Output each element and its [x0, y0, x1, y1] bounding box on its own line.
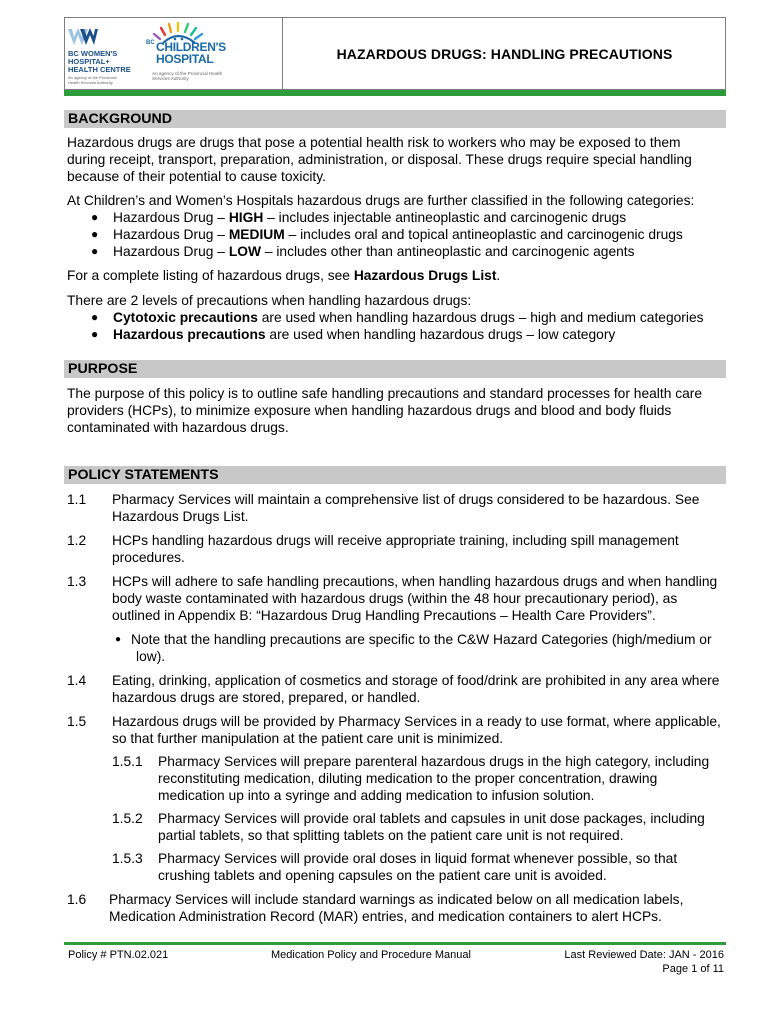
- section-heading-policy-statements: POLICY STATEMENTS: [64, 466, 726, 484]
- footer-page-number: Page 1 of 11: [662, 963, 724, 975]
- bc-childrens-logo-text: CHILDREN'S HOSPITAL: [156, 40, 226, 66]
- statement-1-5-line-1: Hazardous drugs will be provided by Pharmacy Services in a ready to use format, where applicable,: [112, 714, 721, 729]
- background-para-2: At Children’s and Women’s Hospitals hazardous drugs are further classified in the following categories:: [67, 193, 695, 208]
- bullet-icon: ●: [115, 634, 122, 645]
- background-para-1-line-3: because of their potential to cause toxicity.: [67, 169, 326, 184]
- category-low: Hazardous Drug – LOW – includes other than antineoplastic and carcinogenic agents: [113, 244, 635, 259]
- footer-policy-number: Policy # PTN.02.021: [68, 949, 169, 961]
- header-green-bar: [64, 90, 726, 96]
- bc-womens-logo-icon: [68, 27, 98, 47]
- bullet-icon: ●: [91, 310, 99, 324]
- hazardous-drugs-list-link[interactable]: Hazardous Drugs List: [353, 268, 497, 283]
- bullet-icon: ●: [91, 227, 99, 241]
- statement-1-5-line-2: so that further manipulation at the patient care unit is minimized.: [112, 731, 504, 746]
- footer-manual-title: Medication Policy and Procedure Manual: [271, 949, 471, 961]
- background-para-4: There are 2 levels of precautions when handling hazardous drugs:: [67, 293, 472, 308]
- bc-childrens-logo-tagline: An agency of the Provincial Health Services Authority: [152, 71, 223, 82]
- statement-number: 1.5: [67, 714, 87, 729]
- statement-number: 1.4: [67, 673, 87, 688]
- statement-number: 1.6: [67, 892, 87, 907]
- bullet-icon: ●: [91, 210, 99, 224]
- statement-1-3-line-3: outlined in Appendix B: “Hazardous Drug Handling Precautions – Health Care Providers”.: [112, 608, 656, 623]
- statement-1-6-line-1: Pharmacy Services will include standard warnings as indicated below on all medication labels,: [109, 892, 684, 907]
- statement-1-5-2-line-2: partial tablets, so that splitting tablets on the patient care unit is not required.: [158, 828, 624, 843]
- statement-1-1-line-1: Pharmacy Services will maintain a comprehensive list of drugs considered to be hazardous. See: [112, 492, 700, 507]
- statement-1-5-2-line-1: Pharmacy Services will provide oral tablets and capsules in unit dose packages, including: [158, 811, 705, 826]
- statement-1-1-line-2: Hazardous Drugs List.: [112, 509, 249, 524]
- statement-1-3-line-1: HCPs will adhere to safe handling precautions, when handling hazardous drugs and when handling: [112, 574, 718, 589]
- background-para-3: For a complete listing of hazardous drugs, see Hazardous Drugs List.: [67, 268, 501, 283]
- statement-1-3-note-line-1: Note that the handling precautions are specific to the C&W Hazard Categories (high/medium or: [131, 632, 712, 647]
- category-high: Hazardous Drug – HIGH – includes injectable antineoplastic and carcinogenic drugs: [113, 210, 627, 225]
- statement-number: 1.5.3: [112, 851, 143, 866]
- statement-number: 1.3: [67, 574, 87, 589]
- footer-last-reviewed: Last Reviewed Date: JAN - 2016: [564, 949, 724, 961]
- bc-womens-logo-text: BC WOMEN'S HOSPITAL+ HEALTH CENTRE: [68, 49, 131, 74]
- bullet-icon: ●: [91, 327, 99, 341]
- statement-1-3-line-2: body waste contaminated with hazardous drugs (within the 48 hour precautionary period), as: [112, 591, 678, 606]
- statement-1-5-1-line-2: reconstituting medication, diluting medication to the proper concentration, drawing: [158, 771, 658, 786]
- background-para-1-line-2: during receipt, transport, preparation, administration, or disposal. These drugs require special handling: [67, 152, 692, 167]
- bc-womens-logo-tagline: An agency of the Provincial Health Services Authority: [68, 75, 117, 85]
- statement-number: 1.1: [67, 492, 87, 507]
- statement-number: 1.5.2: [112, 811, 143, 826]
- bc-childrens-logo-prefix: BC: [146, 40, 155, 46]
- statement-1-5-3-line-2: crushing tablets and opening capsules on the patient care unit is avoided.: [158, 868, 607, 883]
- statement-number: 1.5.1: [112, 754, 143, 769]
- statement-1-5-1-line-3: medication up into a syringe and adding medication to infusion solution.: [158, 788, 595, 803]
- level-cytotoxic: Cytotoxic precautions are used when handling hazardous drugs – high and medium categories: [113, 310, 704, 325]
- statement-1-3-note-line-2: low).: [136, 649, 166, 664]
- statement-number: 1.2: [67, 533, 87, 548]
- level-hazardous: Hazardous precautions are used when handling hazardous drugs – low category: [113, 327, 616, 342]
- background-para-1-line-1: Hazardous drugs are drugs that pose a potential health risk to workers who may be exposed to them: [67, 135, 681, 150]
- purpose-line-1: The purpose of this policy is to outline safe handling precautions and standard processes for health care: [67, 386, 703, 401]
- statement-1-2-line-2: procedures.: [112, 550, 185, 565]
- statement-1-5-1-line-1: Pharmacy Services will prepare parenteral hazardous drugs in the high category, including: [158, 754, 710, 769]
- category-medium: Hazardous Drug – MEDIUM – includes oral and topical antineoplastic and carcinogenic drugs: [113, 227, 683, 242]
- purpose-line-2: providers (HCPs), to minimize exposure when handling hazardous drugs and blood and body fluids: [67, 403, 672, 418]
- statement-1-5-3-line-1: Pharmacy Services will provide oral doses in liquid format whenever possible, so that: [158, 851, 678, 866]
- footer-green-bar: [64, 942, 726, 945]
- section-heading-purpose: PURPOSE: [64, 360, 726, 378]
- statement-1-4-line-1: Eating, drinking, application of cosmetics and storage of food/drink are prohibited in any area where: [112, 673, 720, 688]
- statement-1-6-line-2: Medication Administration Record (MAR) entries, and medication containers to alert HCPs.: [109, 909, 662, 924]
- page-title: HAZARDOUS DRUGS: HANDLING PRECAUTIONS: [336, 46, 673, 62]
- statement-1-4-line-2: hazardous drugs are stored, prepared, or handled.: [112, 690, 421, 705]
- bullet-icon: ●: [91, 244, 99, 258]
- purpose-line-3: contaminated with hazardous drugs.: [67, 420, 289, 435]
- section-heading-background: BACKGROUND: [64, 110, 726, 128]
- statement-1-2-line-1: HCPs handling hazardous drugs will receive appropriate training, including spill management: [112, 533, 679, 548]
